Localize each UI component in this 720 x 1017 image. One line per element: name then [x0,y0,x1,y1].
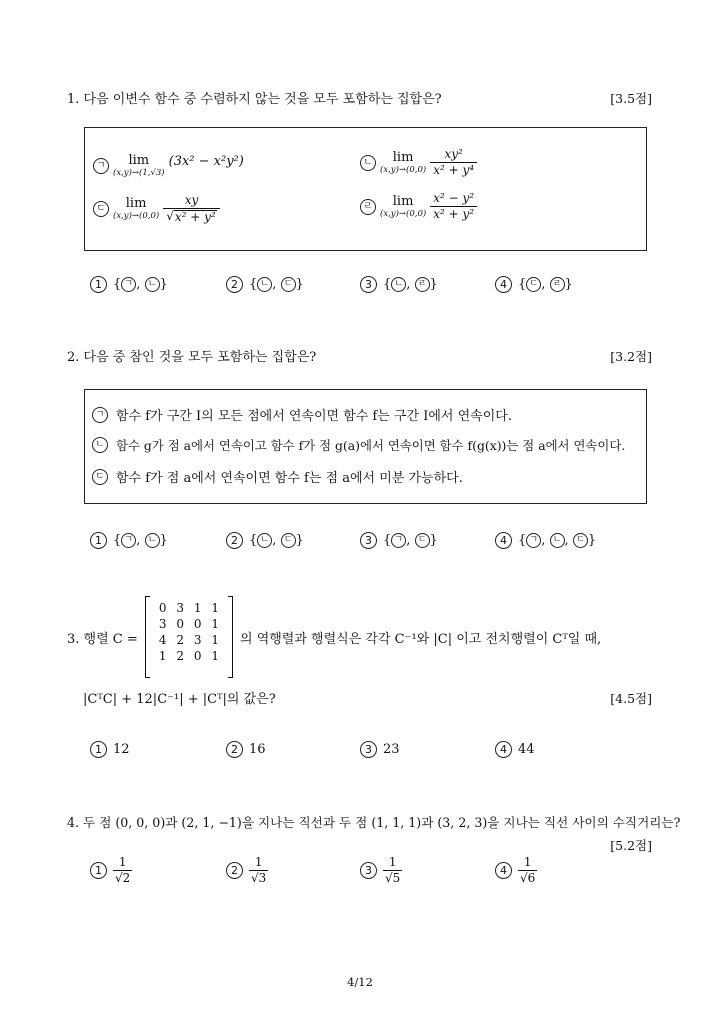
q3-choice-2-value: 16 [249,742,266,757]
q3-choice-2[interactable] [226,741,266,758]
q2-statement-b-text: 함수 g가 점 a에서 연속이고 함수 f가 점 g(a)에서 연속이면 함수 f(g(x))는 점 a에서 연속이다. [116,438,626,453]
q4-choice-1-frac: 1 √2 [115,855,131,885]
question-2-choices [90,532,630,554]
choice-number-4: 4 [495,276,512,293]
q4-choice-4-frac: 1 √6 [520,855,536,885]
q1-item-d-frac: $\frac{\text{x² − y²}}{\text{x² + y²}}$ [430,192,477,221]
choice-number-2: 2 [226,532,243,549]
q3-choice-4-value: 44 [518,742,535,757]
question-3-line2 [67,688,652,707]
choice-number-2: 2 [226,276,243,293]
choice-number-1: 1 [90,276,107,293]
q1-item-d-mark: ㄹ [360,199,376,215]
question-2-header [67,346,652,365]
choice-number-4: 4 [495,741,512,758]
question-1-header [67,88,652,107]
question-1-choices [90,276,630,298]
q4-choice-2-frac: 1 √3 [251,855,267,885]
q1-item-c [93,194,220,224]
q4-choice-1[interactable] [90,856,132,884]
question-4-text: 4. 두 점 (0, 0, 0)과 (2, 1, −1)을 지나는 직선과 두 점 (1, 1, 1)과 (3, 2, 3)을 지나는 직선 사이의 수직거리는? [67,815,681,830]
q1-item-b-mark: ㄴ [360,155,376,171]
q3-choice-1[interactable] [90,741,130,758]
q3-choice-1-value: 12 [113,742,130,757]
choice-number-1: 1 [90,532,107,549]
q4-choice-3[interactable] [360,856,402,884]
q2-choice-4[interactable]: 4 { ㄱ , ㄴ , ㄷ } [495,532,596,549]
q2-statement-c [92,467,463,486]
q1-choice-1[interactable]: 1 { ㄱ , ㄴ } [90,276,168,293]
question-1-box [84,127,647,251]
choice-number-3: 3 [360,532,377,549]
q4-choice-3-frac: 1 √5 [385,855,401,885]
q1-item-a [93,154,244,178]
q1-item-a-mark: ㄱ [93,158,109,174]
choice-number-4: 4 [495,862,512,879]
question-1-points: [3.5점] [610,91,652,106]
page-number: 4/12 [347,975,373,989]
q2-statement-c-text: 함수 f가 점 a에서 연속이면 함수 f는 점 a에서 미분 가능하다. [116,471,463,486]
question-2-points: [3.2점] [610,349,652,364]
question-3-expression: |CᵀC| + 12|C⁻¹| + |Cᵀ|의 값은? [83,692,276,707]
choice-number-2: 2 [226,741,243,758]
q4-choice-2[interactable] [226,856,268,884]
q3-choice-3-value: 23 [383,742,400,757]
question-1-text: 1. 다음 이변수 함수 중 수렴하지 않는 것을 모두 포함하는 집합은? [67,92,442,107]
q2-statement-a-text: 함수 f가 구간 I의 모든 점에서 연속이면 함수 f는 구간 I에서 연속이다. [116,409,512,424]
q2-choice-3[interactable]: 3 { ㄱ , ㄷ } [360,532,438,549]
q2-choice-1[interactable]: 1 { ㄱ , ㄴ } [90,532,168,549]
q3-choice-4[interactable] [495,741,535,758]
question-3-points: [4.5점] [610,691,652,706]
choice-number-3: 3 [360,862,377,879]
q1-choice-2[interactable]: 2 { ㄴ , ㄷ } [226,276,304,293]
q2-statement-b [92,436,625,454]
q4-choice-4[interactable] [495,856,537,884]
choice-number-3: 3 [360,276,377,293]
q1-choice-4[interactable]: 4 { ㄷ , ㄹ } [495,276,573,293]
q1-choice-3[interactable]: 3 { ㄴ , ㄹ } [360,276,438,293]
choice-number-3: 3 [360,741,377,758]
q1-item-a-lim: lim (x,y)→(1,√3) [113,153,165,178]
question-3-suffix: 의 역행렬과 행렬식은 각각 C⁻¹와 |C| 이고 전치행렬이 Cᵀ일 때, [240,632,602,647]
question-4-choices [90,856,630,890]
q1-item-d [360,192,477,221]
question-4-points: [5.2점] [610,838,652,853]
matrix-c: 0 3 1 1 3 0 0 1 4 2 3 1 1 2 0 1 [145,597,233,677]
q1-item-c-frac: xy √ x² + y² [163,194,220,224]
q1-item-c-lim: lim (x,y)→(0,0) [113,196,160,222]
q2-statement-a-mark: ㄱ [92,407,108,423]
q1-item-b-lim: lim (x,y)→(0,0) [380,149,427,175]
choice-number-2: 2 [226,862,243,879]
question-3-choices [90,741,630,763]
choice-number-1: 1 [90,741,107,758]
choice-number-4: 4 [495,532,512,549]
question-2-text: 2. 다음 중 참인 것을 모두 포함하는 집합은? [67,350,317,365]
q1-item-a-expr: (3x² − x²y²) [168,154,244,170]
q2-statement-c-mark: ㄷ [92,469,108,485]
q1-item-d-lim: lim (x,y)→(0,0) [380,193,427,219]
q1-item-b-frac: $\frac{\text{xy²}}{\text{x² + y⁴}}$ [430,148,477,177]
q2-statement-a [92,405,512,424]
q3-choice-3[interactable] [360,741,400,758]
q2-choice-2[interactable]: 2 { ㄴ , ㄷ } [226,532,304,549]
q1-item-b [360,148,477,177]
choice-number-1: 1 [90,862,107,879]
q2-statement-b-mark: ㄴ [92,437,108,453]
q1-item-c-mark: ㄷ [93,201,109,217]
question-3-prefix: 3. 행렬 C = [67,632,138,647]
